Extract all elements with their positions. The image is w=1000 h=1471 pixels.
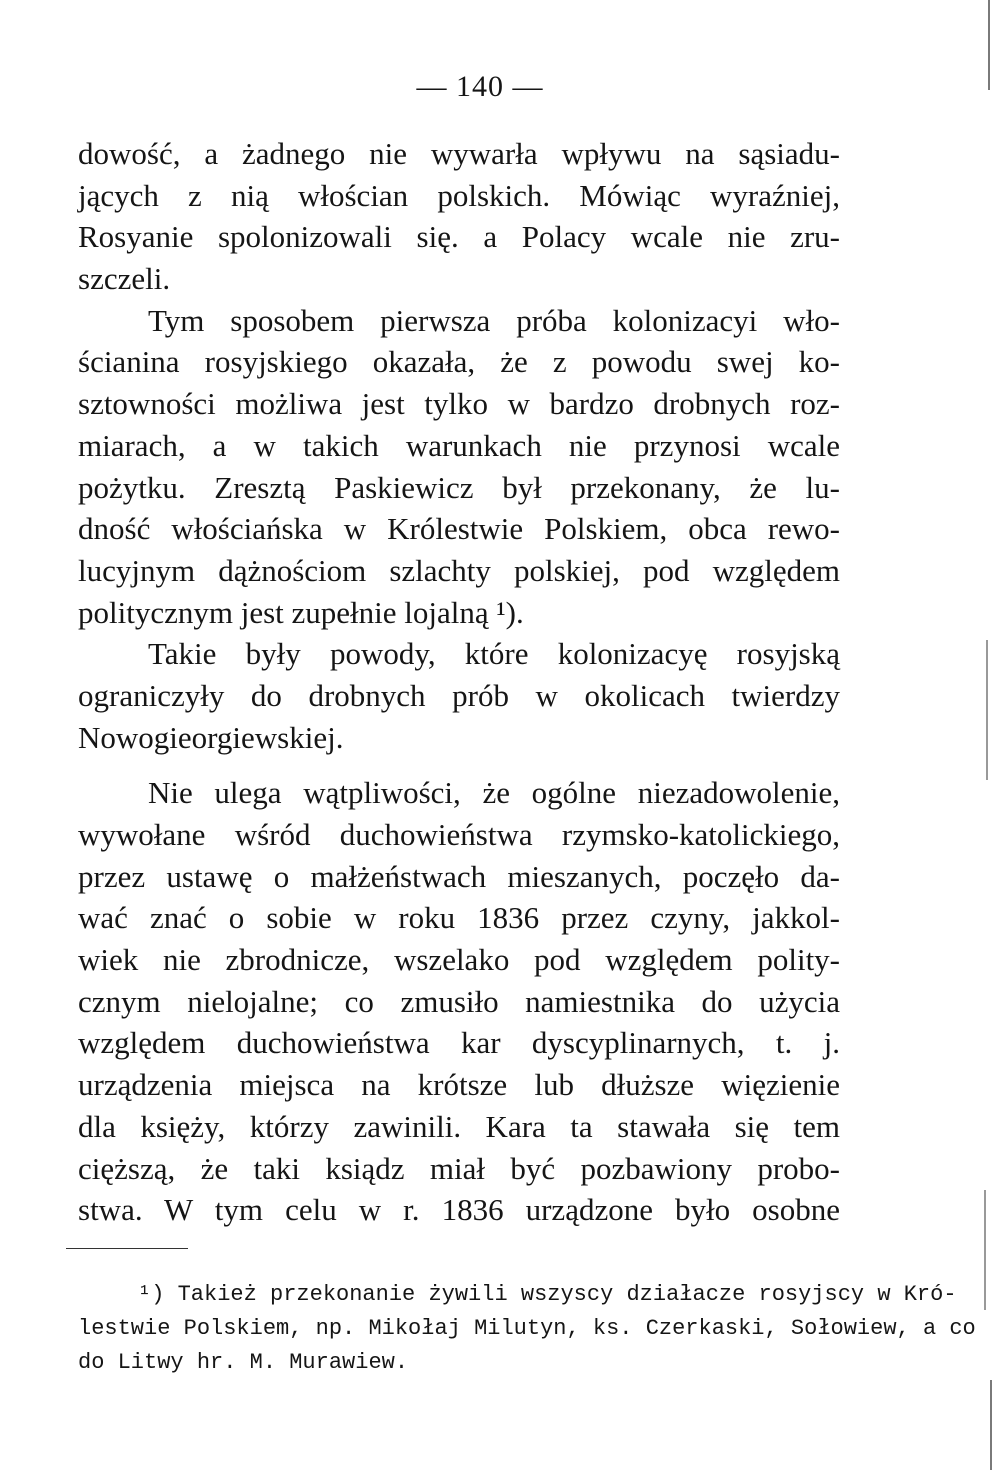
text-line: urządzenia miejsca na krótsze lub dłuższe więzienie: [78, 1067, 840, 1103]
text-line: wywołane wśród duchowieństwa rzymsko-katolickiego,: [78, 817, 840, 852]
text-line: Takie były powody, które kolonizacyę rosyjską: [148, 636, 840, 672]
text-line: dla księży, którzy zawinili. Kara ta stawała się tem: [78, 1108, 840, 1144]
text-line: Tym sposobem pierwsza próba kolonizacyi wło-: [148, 302, 840, 338]
footnote-line: do Litwy hr. M. Murawiew.: [78, 1350, 409, 1375]
edge-mark: [986, 640, 988, 780]
text-line: wać znać o sobie w roku 1836 przez czyny, jakkol-: [78, 900, 840, 936]
text-line: lucyjnym dążnościom szlachty polskiej, pod względem: [78, 552, 840, 588]
text-line: cięższą, że taki ksiądz miał być pozbawiony probo-: [78, 1150, 840, 1186]
text-line: wiek nie zbrodnicze, wszelako pod względem polity-: [78, 942, 840, 978]
main-text: [78, 133, 840, 1231]
page-number: — 140 —: [416, 70, 544, 103]
text-line: jących z nią włościan polskich. Mówiąc wyraźniej,: [78, 177, 840, 213]
edge-mark: [988, 0, 990, 90]
text-line: sztowności możliwa jest tylko w bardzo drobnych roz-: [78, 386, 840, 422]
text-line: politycznym jest zupełnie lojalną ¹).: [78, 594, 524, 630]
footnote-line: ¹) Takież przekonanie żywili wszyscy działacze rosyjscy w Kró-: [138, 1282, 957, 1307]
text-line: ograniczyły do drobnych prób w okolicach twierdzy: [78, 677, 840, 713]
text-line: cznym nielojalne; co zmusiło namiestnika do użycia: [78, 983, 840, 1019]
text-line: Rosyanie spolonizowali się. a Polacy wcale nie zru-: [78, 219, 840, 255]
text-line: dność włościańska w Królestwie Polskiem, obca rewo-: [78, 511, 840, 547]
edge-mark: [990, 1380, 992, 1470]
text-line: stwa. W tym celu w r. 1836 urządzone było osobne: [78, 1192, 840, 1228]
page-edge-marks: [960, 0, 1000, 1471]
footnote-separator: [66, 1248, 188, 1249]
text-line: względem duchowieństwa kar dyscyplinarnych, t. j.: [78, 1025, 840, 1061]
text-line: ścianina rosyjskiego okazała, że z powodu swej ko-: [78, 344, 840, 380]
edge-mark: [984, 1190, 986, 1310]
text-line: pożytku. Zresztą Paskiewicz był przekonany, że lu-: [78, 469, 840, 505]
text-line: Nowogieorgiewskiej.: [78, 719, 344, 755]
text-line: szczeli.: [78, 261, 171, 297]
text-line: dowość, a żadnego nie wywarła wpływu na sąsiadu-: [78, 136, 840, 171]
footnotes: [78, 1278, 976, 1380]
footnote-line: lestwie Polskiem, np. Mikołaj Milutyn, ks. Czerkaski, Sołowiew, a co: [78, 1316, 976, 1341]
text-line: miarach, a w takich warunkach nie przynosi wcale: [78, 427, 840, 463]
text-line: przez ustawę o małżeństwach mieszanych, poczęło da-: [78, 858, 840, 894]
text-line: Nie ulega wątpliwości, że ogólne niezadowolenie,: [148, 775, 840, 811]
